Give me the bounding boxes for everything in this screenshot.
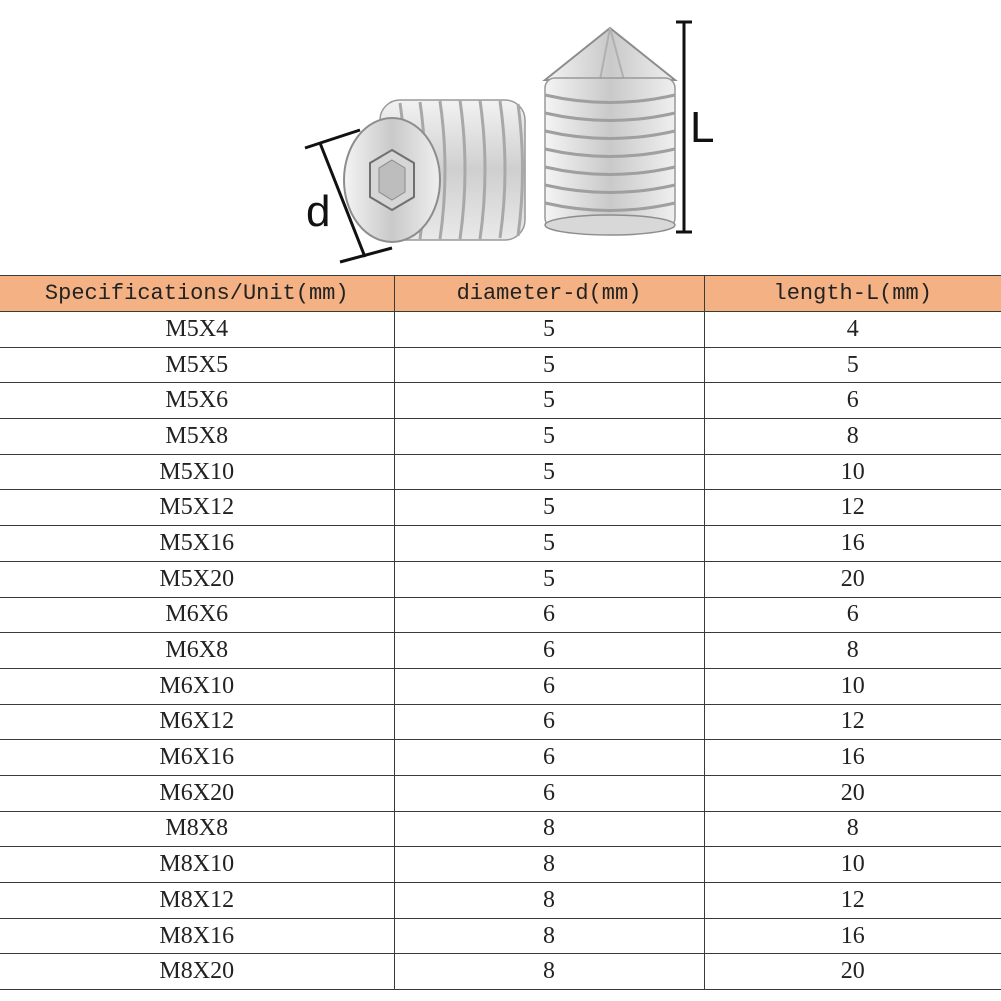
table-row: [0, 847, 1001, 883]
table-row: [0, 633, 1001, 669]
table-row: [0, 312, 1001, 348]
hex-socket-set-screw-icon: [344, 100, 525, 242]
cell-spec: M5X6: [0, 383, 394, 419]
table-row: [0, 740, 1001, 776]
table-row: [0, 954, 1001, 990]
cell-spec: M6X12: [0, 704, 394, 740]
cell-length: 12: [704, 883, 1001, 919]
set-screw-diagram: [0, 0, 1001, 275]
cell-length: 6: [704, 597, 1001, 633]
cell-length: 12: [704, 704, 1001, 740]
cell-diameter: 8: [394, 918, 704, 954]
table-row: [0, 811, 1001, 847]
cell-length: 20: [704, 775, 1001, 811]
cell-spec: M5X10: [0, 454, 394, 490]
cell-spec: M6X8: [0, 633, 394, 669]
table-row: [0, 454, 1001, 490]
header-specifications: Specifications/Unit(mm): [0, 276, 394, 312]
spec-table: [0, 275, 1001, 990]
cell-spec: M6X20: [0, 775, 394, 811]
cell-length: 5: [704, 347, 1001, 383]
cell-length: 10: [704, 454, 1001, 490]
cell-diameter: 5: [394, 347, 704, 383]
header-length: length-L(mm): [704, 276, 1001, 312]
table-row: [0, 883, 1001, 919]
diameter-label: d: [306, 187, 331, 236]
cell-diameter: 5: [394, 454, 704, 490]
cell-length: 4: [704, 312, 1001, 348]
cell-length: 16: [704, 526, 1001, 562]
cell-diameter: 6: [394, 668, 704, 704]
cell-diameter: 5: [394, 526, 704, 562]
cell-length: 8: [704, 633, 1001, 669]
table-header-row: [0, 276, 1001, 312]
cell-diameter: 6: [394, 597, 704, 633]
cell-length: 10: [704, 668, 1001, 704]
cell-spec: M6X6: [0, 597, 394, 633]
cell-length: 10: [704, 847, 1001, 883]
cell-spec: M5X8: [0, 419, 394, 455]
cell-length: 6: [704, 383, 1001, 419]
length-label: L: [690, 103, 715, 152]
cell-diameter: 8: [394, 883, 704, 919]
length-dimension: [676, 22, 714, 232]
table-row: [0, 668, 1001, 704]
cell-diameter: 5: [394, 490, 704, 526]
cell-length: 12: [704, 490, 1001, 526]
header-diameter: diameter-d(mm): [394, 276, 704, 312]
cell-diameter: 8: [394, 811, 704, 847]
cell-spec: M8X16: [0, 918, 394, 954]
cell-diameter: 6: [394, 775, 704, 811]
table-row: [0, 561, 1001, 597]
cell-diameter: 5: [394, 383, 704, 419]
cell-spec: M5X20: [0, 561, 394, 597]
cell-length: 8: [704, 811, 1001, 847]
cell-spec: M5X16: [0, 526, 394, 562]
cell-spec: M8X20: [0, 954, 394, 990]
cell-spec: M6X10: [0, 668, 394, 704]
table-row: [0, 347, 1001, 383]
cell-diameter: 6: [394, 704, 704, 740]
table-row: [0, 918, 1001, 954]
table-body: [0, 312, 1001, 990]
cell-diameter: 6: [394, 633, 704, 669]
table-row: [0, 419, 1001, 455]
cell-spec: M8X12: [0, 883, 394, 919]
cell-spec: M8X10: [0, 847, 394, 883]
table-row: [0, 526, 1001, 562]
table-row: [0, 383, 1001, 419]
cone-point-set-screw-icon: [545, 28, 675, 235]
cell-diameter: 6: [394, 740, 704, 776]
cell-spec: M5X12: [0, 490, 394, 526]
table-row: [0, 775, 1001, 811]
cell-spec: M5X4: [0, 312, 394, 348]
cell-diameter: 8: [394, 847, 704, 883]
cell-length: 16: [704, 740, 1001, 776]
cell-diameter: 5: [394, 561, 704, 597]
cell-length: 8: [704, 419, 1001, 455]
cell-spec: M8X8: [0, 811, 394, 847]
cell-length: 20: [704, 954, 1001, 990]
cell-diameter: 5: [394, 312, 704, 348]
cell-diameter: 5: [394, 419, 704, 455]
cell-spec: M5X5: [0, 347, 394, 383]
table-row: [0, 597, 1001, 633]
cell-length: 20: [704, 561, 1001, 597]
table-row: [0, 490, 1001, 526]
table-row: [0, 704, 1001, 740]
cell-length: 16: [704, 918, 1001, 954]
cell-spec: M6X16: [0, 740, 394, 776]
cell-diameter: 8: [394, 954, 704, 990]
product-figure: [0, 0, 1001, 275]
